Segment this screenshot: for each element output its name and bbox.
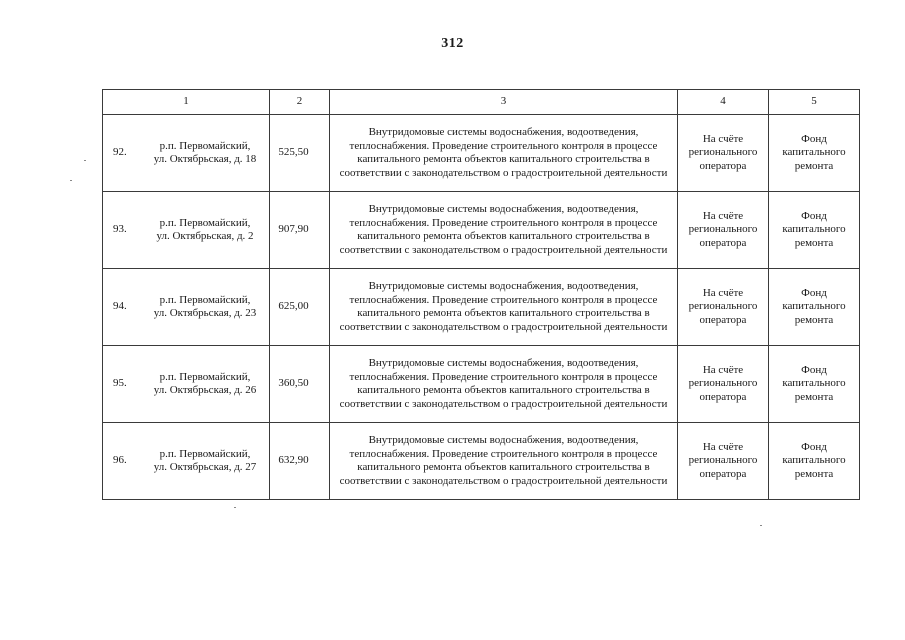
area-cell: 360,50 [270,346,330,423]
scan-speck [84,160,86,161]
address-text [149,294,269,321]
row-number: 92. [113,146,127,159]
address-text [149,140,269,167]
account-cell: На счёте регионального оператора [678,423,769,500]
address-cell [103,346,270,423]
column-header: 5 [769,90,860,115]
column-header: 4 [678,90,769,115]
table-row [103,346,860,423]
account-cell: На счёте регионального оператора [678,192,769,269]
column-header: 2 [270,90,330,115]
works-cell: Внутридомовые системы водоснабжения, водоотведения, теплоснабжения. Проведение строительного контроля в процессе капитального ремонта объектов капитального строительства в соответствии с законодательством о градостроительной деятельности [330,269,678,346]
funding-source-cell: Фонд капитального ремонта [769,192,860,269]
address-text [149,448,269,475]
address-line-1: р.п. Первомайский, [159,293,251,306]
account-cell: На счёте регионального оператора [678,115,769,192]
row-number: 94. [113,300,127,313]
address-line-2: ул. Октябрьская, д. 26 [153,384,257,396]
address-line-2: ул. Октябрьская, д. 2 [156,230,254,242]
column-header: 3 [330,90,678,115]
area-cell: 632,90 [270,423,330,500]
row-number: 95. [113,377,127,390]
address-line-1: р.п. Первомайский, [159,216,251,229]
address-cell [103,269,270,346]
account-cell: На счёте регионального оператора [678,346,769,423]
table-row [103,269,860,346]
address-cell [103,115,270,192]
column-header: 1 [103,90,270,115]
row-number: 93. [113,223,127,236]
funding-source-cell: Фонд капитального ремонта [769,346,860,423]
address-line-1: р.п. Первомайский, [159,139,251,152]
table-row [103,192,860,269]
table-body [103,90,860,500]
address-line-1: р.п. Первомайский, [159,370,251,383]
scan-speck [760,525,762,526]
address-text [149,371,269,398]
repair-registry-table [102,89,860,500]
account-cell: На счёте регионального оператора [678,269,769,346]
row-number: 96. [113,454,127,467]
scan-speck [70,180,72,181]
works-cell: Внутридомовые системы водоснабжения, водоотведения, теплоснабжения. Проведение строительного контроля в процессе капитального ремонта объектов капитального строительства в соответствии с законодательством о градостроительной деятельности [330,192,678,269]
address-cell [103,423,270,500]
funding-source-cell: Фонд капитального ремонта [769,115,860,192]
funding-source-cell: Фонд капитального ремонта [769,423,860,500]
address-line-2: ул. Октябрьская, д. 23 [153,307,257,319]
page-number: 312 [441,36,464,51]
scan-speck [234,507,236,508]
address-cell [103,192,270,269]
area-cell: 625,00 [270,269,330,346]
address-line-2: ул. Октябрьская, д. 18 [153,153,257,165]
address-text [149,217,269,244]
header-row [103,90,860,115]
works-cell: Внутридомовые системы водоснабжения, водоотведения, теплоснабжения. Проведение строительного контроля в процессе капитального ремонта объектов капитального строительства в соответствии с законодательством о градостроительной деятельности [330,423,678,500]
works-cell: Внутридомовые системы водоснабжения, водоотведения, теплоснабжения. Проведение строительного контроля в процессе капитального ремонта объектов капитального строительства в соответствии с законодательством о градостроительной деятельности [330,346,678,423]
address-line-2: ул. Октябрьская, д. 27 [153,461,257,473]
area-cell: 907,90 [270,192,330,269]
area-cell: 525,50 [270,115,330,192]
table-row [103,423,860,500]
funding-source-cell: Фонд капитального ремонта [769,269,860,346]
table-row [103,115,860,192]
works-cell: Внутридомовые системы водоснабжения, водоотведения, теплоснабжения. Проведение строительного контроля в процессе капитального ремонта объектов капитального строительства в соответствии с законодательством о градостроительной деятельности [330,115,678,192]
address-line-1: р.п. Первомайский, [159,447,251,460]
